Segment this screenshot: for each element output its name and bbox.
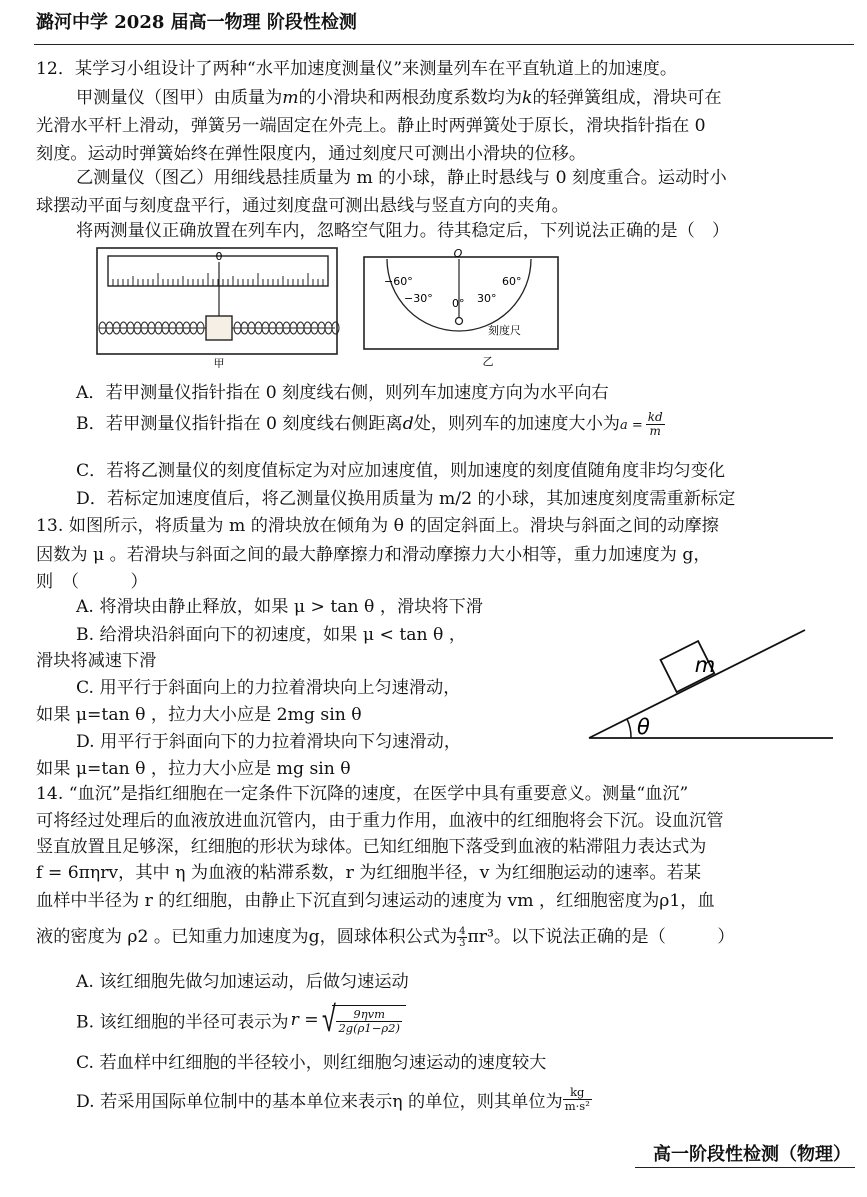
q14-option-c: C. 若血样中红细胞的半径较小，则红细胞匀速运动的速度较大 [76, 1053, 547, 1073]
header-rule [34, 44, 854, 45]
q13-line-3: 则 （ ） [36, 572, 148, 592]
q14-option-d: D. 若采用国际单位制中的基本单位来表示η 的单位，则其单位为 $\frac{kg}{\text{m·s²}}$ [76, 1085, 590, 1113]
q13-line-2: 因数为 μ 。若滑块与斜面之间的最大静摩擦力和滑动摩擦力大小相等，重力加速度为 g， [36, 545, 711, 565]
q13-option-b-2: 滑块将减速下滑 [36, 651, 157, 671]
q12-line-1: 12．某学习小组设计了两种“水平加速度测量仪”来测量列车在平直轨道上的加速度。 [36, 59, 678, 79]
figure-jia [96, 246, 340, 368]
q13-option-a: A. 将滑块由静止释放，如果 μ > tan θ ，滑块将下滑 [76, 597, 483, 617]
q13-option-c-1: C. 用平行于斜面向上的力拉着滑块向上匀速滑动， [76, 678, 461, 698]
scale-label: 刻度尺 [488, 324, 521, 337]
angle-label: θ [637, 715, 650, 739]
label-pos60: 60° [502, 275, 522, 288]
incline-figure [585, 622, 837, 746]
q12-option-a: A．若甲测量仪指针指在 0 刻度线右侧，则列车加速度方向为水平向右 [76, 383, 609, 403]
figure-yi-caption: 乙 [482, 355, 494, 368]
q12-line-5: 乙测量仪（图乙）用细线悬挂质量为 m 的小球，静止时悬线与 0 刻度重合。运动时小 [76, 168, 727, 188]
angle-arc [627, 719, 631, 738]
q14-line-3: 竖直放置且足够深，红细胞的形状为球体。已知红细胞下落受到血液的粘滞阻力表达式为 [36, 837, 707, 857]
page-header: 潞河中学 2028 届高一物理 阶段性检测 [36, 12, 357, 33]
radical-sign: √ [321, 999, 336, 1040]
label-pos30: 30° [477, 292, 497, 305]
label-neg30: −30° [404, 292, 433, 305]
q13-option-d-1: D. 用平行于斜面向下的力拉着滑块向下匀速滑动， [76, 732, 462, 752]
q14-line-1: 14. “血沉”是指红细胞在一定条件下沉降的速度，在医学中具有重要意义。测量“血沉” [36, 784, 689, 804]
q13-option-c-2: 如果 μ=tan θ ，拉力大小应是 2mg sin θ [36, 705, 362, 725]
q13-option-b-1: B. 给滑块沿斜面向下的初速度，如果 μ < tan θ ， [76, 625, 467, 645]
q14-line-2: 可将经过处理后的血液放进血沉管内，由于重力作用，血液中的红细胞将会下沉。设血沉管 [36, 811, 724, 831]
ball [456, 318, 463, 325]
q13-line-1: 13. 如图所示，将质量为 m 的滑块放在倾角为 θ 的固定斜面上。滑块与斜面之间的动摩擦 [36, 516, 719, 536]
q14-option-b: B. 该红细胞的半径可表示为 r =√ $\frac{\text{9ηvm}}{2g(\rho 1-\rho 2)}$ [76, 1002, 406, 1038]
q12-line-4: 刻度。运动时弹簧始终在弹性限度内，通过刻度尺可测出小滑块的位移。 [36, 144, 587, 164]
q12-line-3: 光滑水平杆上滑动，弹簧另一端固定在外壳上。静止时两弹簧处于原长，滑块指针指在 0 [36, 116, 706, 136]
label-neg60: −60° [384, 275, 413, 288]
q14-line-4: f = 6πηrv，其中 η 为血液的粘滞系数，r 为红细胞半径，v 为红细胞运动的速率。若某 [36, 863, 702, 883]
pivot-label: O [453, 247, 463, 260]
q14-option-a: A. 该红细胞先做匀加速运动，后做匀速运动 [76, 972, 409, 992]
q12-option-d: D．若标定加速度值后，将乙测量仪换用质量为 m/2 的小球，其加速度刻度需重新标定 [76, 489, 736, 509]
slider-block [206, 316, 232, 340]
ruler-ticks [108, 273, 328, 286]
figure-jia-caption: 甲 [213, 357, 225, 368]
q12-line-7: 将两测量仪正确放置在列车内，忽略空气阻力。待其稳定后，下列说法正确的是（ ） [76, 221, 730, 241]
footer-rule [635, 1167, 855, 1168]
label-zero: 0° [452, 297, 465, 310]
ruler-zero-label: 0 [215, 250, 223, 263]
q13-option-d-2: 如果 μ=tan θ ，拉力大小应是 mg sin θ [36, 759, 351, 779]
q14-line-6: 液的密度为 ρ2 。已知重力加速度为g，圆球体积公式为 $\frac{4}{3}$ πr³。以下说法正确的是（ ） [36, 926, 735, 949]
block-label: m [694, 653, 716, 677]
page-footer: 高一阶段性检测（物理） [653, 1144, 851, 1165]
q12-line-6: 球摆动平面与刻度盘平行，通过刻度盘可测出悬线与竖直方向的夹角。 [36, 196, 569, 216]
q14-line-5: 血样中半径为 r 的红细胞，由静止下沉直到匀速运动的速度为 vm ，红细胞密度为ρ1，血 [36, 891, 715, 911]
q12-option-c: C．若将乙测量仪的刻度值标定为对应加速度值，则加速度的刻度值随角度非均匀变化 [76, 461, 726, 481]
figure-yi [362, 246, 560, 368]
q12-option-b: B．若甲测量仪指针指在 0 刻度线右侧距离d处，则列车的加速度大小为a = $\frac{kd}{m}$ [76, 410, 663, 438]
q12-line-2: 甲测量仪（图甲）由质量为m的小滑块和两根劲度系数均为k的轻弹簧组成，滑块可在 [76, 88, 722, 108]
